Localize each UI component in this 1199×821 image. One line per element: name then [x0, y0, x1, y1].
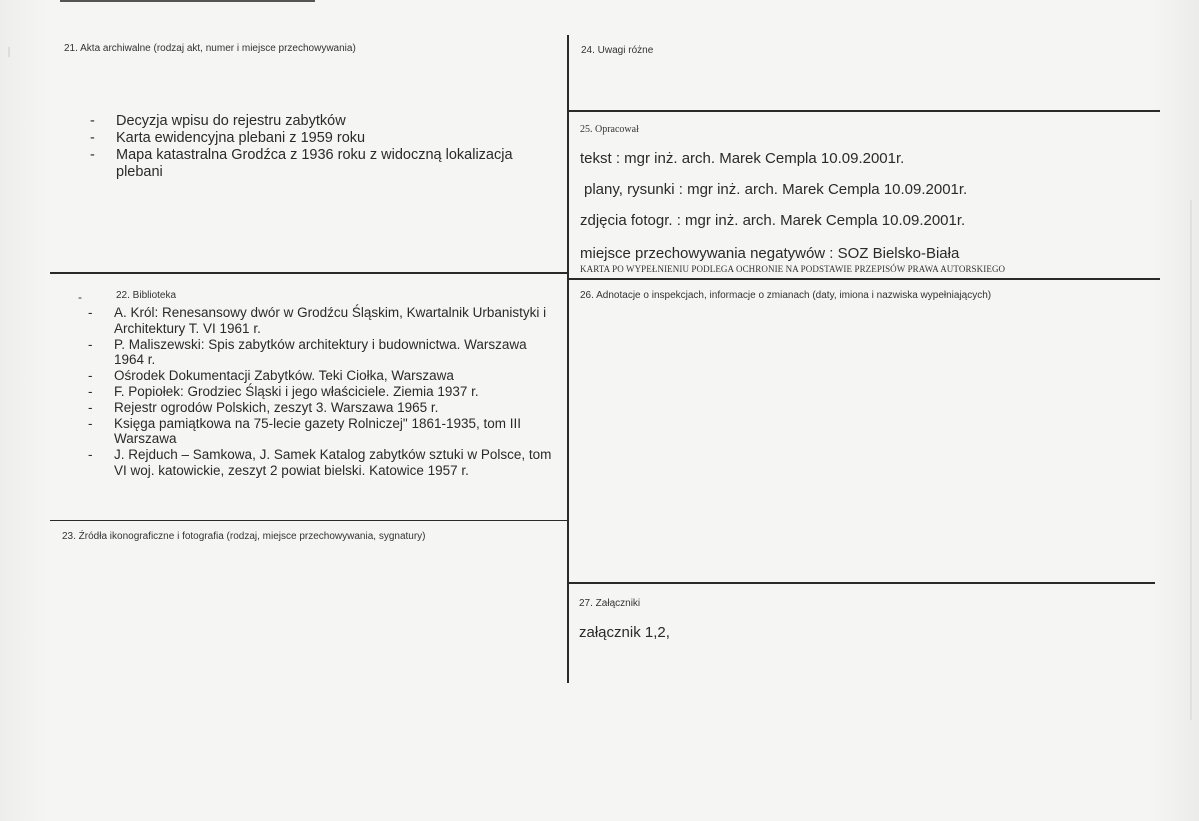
- divider-25-26: [567, 278, 1160, 280]
- attachments-value: załącznik 1,2,: [579, 624, 670, 641]
- bibliography-item: - F. Popiołek: Grodziec Śląski i jego właściciele. Ziemia 1937 r.: [84, 384, 554, 400]
- section-27-title: 27. Załączniki: [579, 598, 641, 609]
- bibliography-item: - Ośrodek Dokumentacji Zabytków. Teki Ciołka, Warszawa: [84, 368, 554, 384]
- archive-item: - Mapa katastralna Grodźca z 1936 roku z widoczną lokalizacja plebani: [86, 147, 526, 181]
- scan-artifact: [8, 47, 10, 57]
- section-21-title: 21. Akta archiwalne (rodzaj akt, numer i miejsce przechowywania): [64, 43, 356, 54]
- center-divider: [567, 35, 569, 683]
- divider-24-25: [567, 110, 1160, 112]
- bibliography-item: - Księga pamiątkowa na 75-lecie gazety Rolniczej" 1861-1935, tom III Warszawa: [84, 416, 554, 448]
- section-26-title: 26. Adnotacje o inspekcjach, informacje o zmianach (daty, imiona i nazwiska wypełniających): [580, 290, 992, 301]
- copyright-notice: KARTA PO WYPEŁNIENIU PODLEGA OCHRONIE NA PODSTAWIE PRZEPISÓW PRAWA AUTORSKIEGO: [580, 264, 1006, 274]
- archive-item: - Karta ewidencyjna plebani z 1959 roku: [86, 130, 526, 147]
- negatives-storage-row: miejsce przechowywania negatywów : SOZ Bielsko-Biała: [580, 245, 960, 262]
- archive-item: - Decyzja wpisu do rejestru zabytków: [86, 113, 526, 130]
- section-22-title: 22. Biblioteka: [116, 290, 177, 301]
- bibliography-item: - J. Rejduch – Samkowa, J. Samek Katalog zabytków sztuki w Polsce, tom VI woj. katowickie, zeszyt 2 powiat bielski. Katowice 1957 r.: [84, 447, 554, 479]
- scan-artifact: [1190, 200, 1192, 720]
- bibliography-item: - Rejestr ogrodów Polskich, zeszyt 3. Warszawa 1965 r.: [84, 400, 554, 416]
- bibliography-item: - A. Król: Renesansowy dwór w Grodźcu Śląskim, Kwartalnik Urbanistyki i Architektury T. VI 1961 r.: [84, 305, 554, 337]
- section-23-title: 23. Źródła ikonograficzne i fotografia (rodzaj, miejsce przechowywania, sygnatury): [62, 531, 426, 542]
- bibliography-item: - P. Maliszewski: Spis zabytków architektury i budownictwa. Warszawa 1964 r.: [84, 337, 554, 369]
- section-22-list: [84, 305, 554, 479]
- divider-26-27: [567, 582, 1155, 584]
- section-24-title: 24. Uwagi różne: [581, 45, 654, 56]
- divider-22-23: [50, 520, 569, 521]
- author-plans-row: plany, rysunki : mgr inż. arch. Marek Cempla 10.09.2001r.: [584, 181, 968, 198]
- section-21-list: [86, 113, 526, 181]
- top-edge-line: [60, 0, 315, 2]
- author-text-row: tekst : mgr inż. arch. Marek Cempla 10.09.2001r.: [580, 150, 905, 167]
- author-photos-row: zdjęcia fotogr. : mgr inż. arch. Marek Cempla 10.09.2001r.: [580, 212, 966, 229]
- section-25-title: 25. Opracował: [580, 124, 639, 135]
- section-22-dash: -: [78, 290, 82, 304]
- divider-21-22: [50, 272, 569, 274]
